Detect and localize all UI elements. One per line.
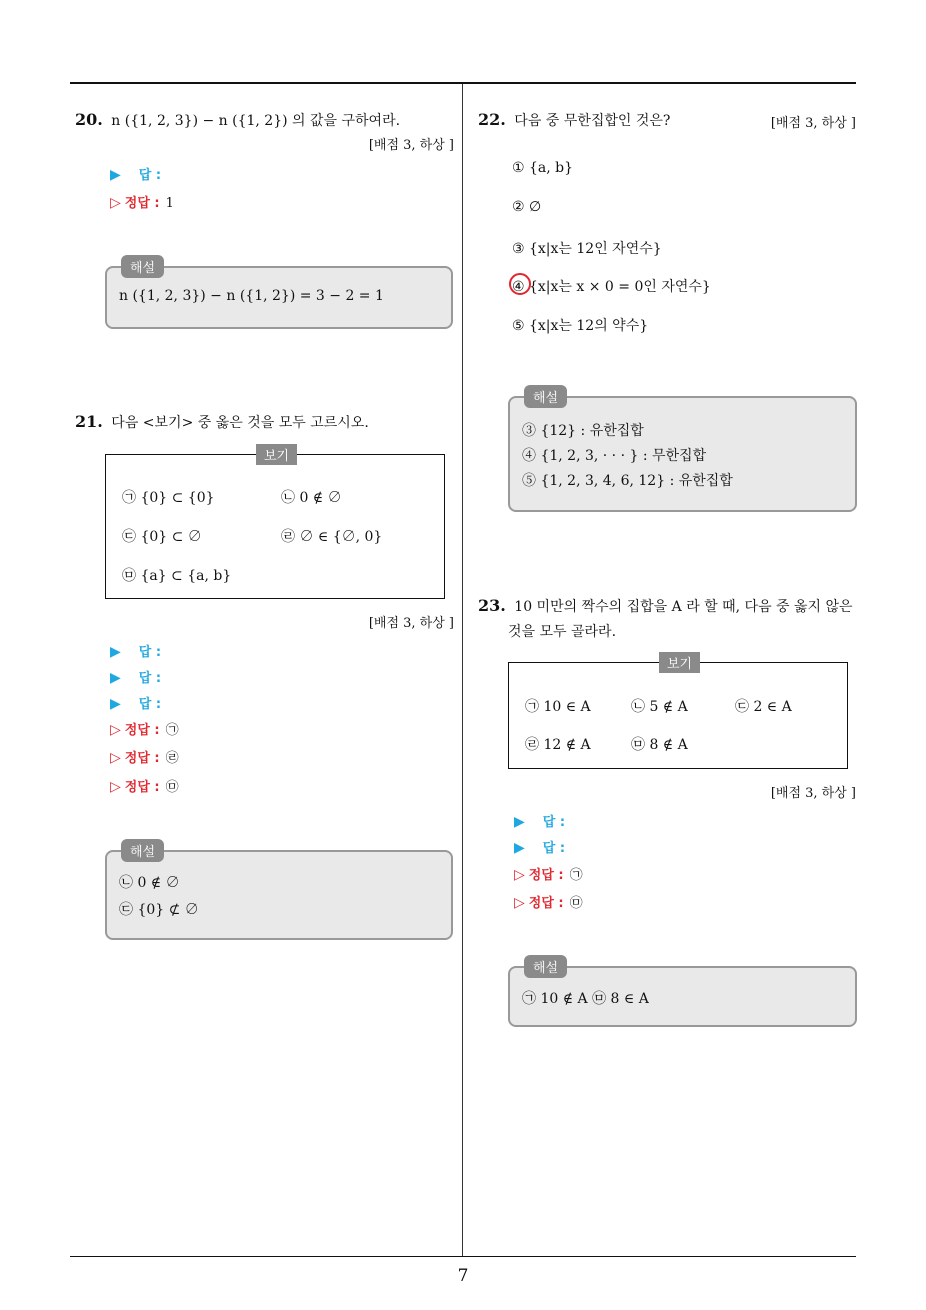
triangle-outline-icon: ▷ bbox=[110, 750, 121, 766]
bogi-item: ㉢ 2 ∈ A bbox=[735, 699, 792, 715]
triangle-icon: ▶ bbox=[514, 840, 525, 856]
triangle-outline-icon: ▷ bbox=[514, 867, 525, 883]
bogi-item: ㉢ {0} ⊂ ∅ bbox=[122, 529, 202, 545]
solution-line: ㉢ {0} ⊄ ∅ bbox=[119, 902, 199, 918]
answer-line: ▶ 답 : bbox=[110, 696, 162, 712]
solution-tag: 해설 bbox=[121, 255, 164, 278]
bogi-tag: 보기 bbox=[256, 444, 297, 465]
question-text: 10 미만의 짝수의 집합을 A 라 할 때, 다음 중 옳지 않은 bbox=[514, 599, 853, 615]
score-label: [배점 3, 하상 ] bbox=[368, 616, 454, 631]
triangle-outline-icon: ▷ bbox=[110, 779, 121, 795]
solution-line: ④ {1, 2, 3, · · · } : 무한집합 bbox=[522, 448, 707, 464]
bogi-item: ㉤ 8 ∉ A bbox=[631, 737, 688, 753]
question-text: 다음 <보기> 중 옳은 것을 모두 고르시오. bbox=[111, 415, 369, 431]
question-number: 23. bbox=[478, 596, 506, 615]
option-3: ③ {x|x는 12인 자연수} bbox=[512, 241, 662, 257]
bogi-box-21 bbox=[105, 449, 445, 599]
triangle-outline-icon: ▷ bbox=[110, 195, 121, 211]
solution-box-20 bbox=[105, 261, 453, 329]
bogi-item: ㉣ 12 ∉ A bbox=[525, 737, 591, 753]
triangle-outline-icon: ▷ bbox=[110, 722, 121, 738]
solution-box-22 bbox=[508, 391, 857, 512]
solution-line: ㉡ 0 ∉ ∅ bbox=[119, 875, 180, 891]
answer-line: ▶ 답 : bbox=[110, 644, 162, 660]
question-text: n ({1, 2, 3}) − n ({1, 2}) 의 값을 구하여라. bbox=[111, 113, 401, 129]
correct-answer-line: ▷ 정답 : ㉠ bbox=[514, 867, 583, 883]
column-divider bbox=[462, 84, 463, 1256]
question-text: 다음 중 무한집합인 것은? bbox=[514, 113, 671, 129]
question-23-line2: 것을 모두 골라라. bbox=[508, 624, 617, 640]
bogi-tag: 보기 bbox=[659, 652, 700, 673]
solution-tag: 해설 bbox=[524, 385, 567, 408]
bogi-item: ㉤ {a} ⊂ {a, b} bbox=[122, 568, 232, 584]
bogi-item: ㉡ 5 ∉ A bbox=[631, 699, 688, 715]
solution-box-21 bbox=[105, 845, 453, 940]
question-21 bbox=[75, 410, 369, 435]
bogi-box-23 bbox=[508, 657, 848, 769]
answer-line: ▶ 답 : bbox=[110, 670, 162, 686]
triangle-icon: ▶ bbox=[514, 814, 525, 830]
correct-answer-line: ▷ 정답 : ㉠ bbox=[110, 722, 179, 738]
score-label: [배점 3, 하상 ] bbox=[368, 138, 454, 153]
score-label: [배점 3, 하상 ] bbox=[770, 786, 856, 801]
question-number: 22. bbox=[478, 110, 506, 129]
question-22 bbox=[478, 108, 670, 133]
correct-answer-line: ▷ 정답 : ㉤ bbox=[514, 895, 583, 911]
option-1: ① {a, b} bbox=[512, 160, 574, 176]
answer-line: ▶ 답 : bbox=[110, 167, 162, 183]
triangle-outline-icon: ▷ bbox=[514, 895, 525, 911]
score-label: [배점 3, 하상 ] bbox=[770, 116, 856, 131]
top-rule bbox=[70, 82, 856, 84]
solution-line: n ({1, 2, 3}) − n ({1, 2}) = 3 − 2 = 1 bbox=[119, 288, 384, 304]
correct-answer-line: ▷ 정답 : 1 bbox=[110, 195, 174, 211]
solution-line: ㉠ 10 ∉ A ㉤ 8 ∈ A bbox=[522, 991, 649, 1007]
triangle-icon: ▶ bbox=[110, 670, 121, 686]
solution-line: ③ {12} : 유한집합 bbox=[522, 423, 644, 439]
option-4: ④ {x|x는 x × 0 = 0인 자연수} bbox=[512, 279, 711, 295]
question-number: 20. bbox=[75, 110, 103, 129]
option-2: ② ∅ bbox=[512, 199, 542, 215]
solution-box-23 bbox=[508, 961, 857, 1027]
bogi-item: ㉠ {0} ⊂ {0} bbox=[122, 490, 215, 506]
question-number: 21. bbox=[75, 412, 103, 431]
question-20 bbox=[75, 108, 400, 133]
bottom-rule bbox=[70, 1256, 856, 1257]
bogi-item: ㉡ 0 ∉ ∅ bbox=[281, 490, 342, 506]
triangle-icon: ▶ bbox=[110, 696, 121, 712]
correct-answer-line: ▷ 정답 : ㉤ bbox=[110, 779, 179, 795]
option-5: ⑤ {x|x는 12의 약수} bbox=[512, 318, 649, 334]
page-number: 7 bbox=[457, 1266, 469, 1286]
bogi-item: ㉣ ∅ ∈ {∅, 0} bbox=[281, 529, 383, 545]
correct-answer-line: ▷ 정답 : ㉣ bbox=[110, 750, 179, 766]
triangle-icon: ▶ bbox=[110, 644, 121, 660]
answer-circle-mark bbox=[509, 273, 531, 295]
solution-line: ⑤ {1, 2, 3, 4, 6, 12} : 유한집합 bbox=[522, 473, 733, 489]
answer-line: ▶ 답 : bbox=[514, 814, 566, 830]
bogi-item: ㉠ 10 ∈ A bbox=[525, 699, 591, 715]
solution-tag: 해설 bbox=[524, 955, 567, 978]
answer-line: ▶ 답 : bbox=[514, 840, 566, 856]
triangle-icon: ▶ bbox=[110, 167, 121, 183]
solution-tag: 해설 bbox=[121, 839, 164, 862]
question-23 bbox=[478, 594, 853, 619]
